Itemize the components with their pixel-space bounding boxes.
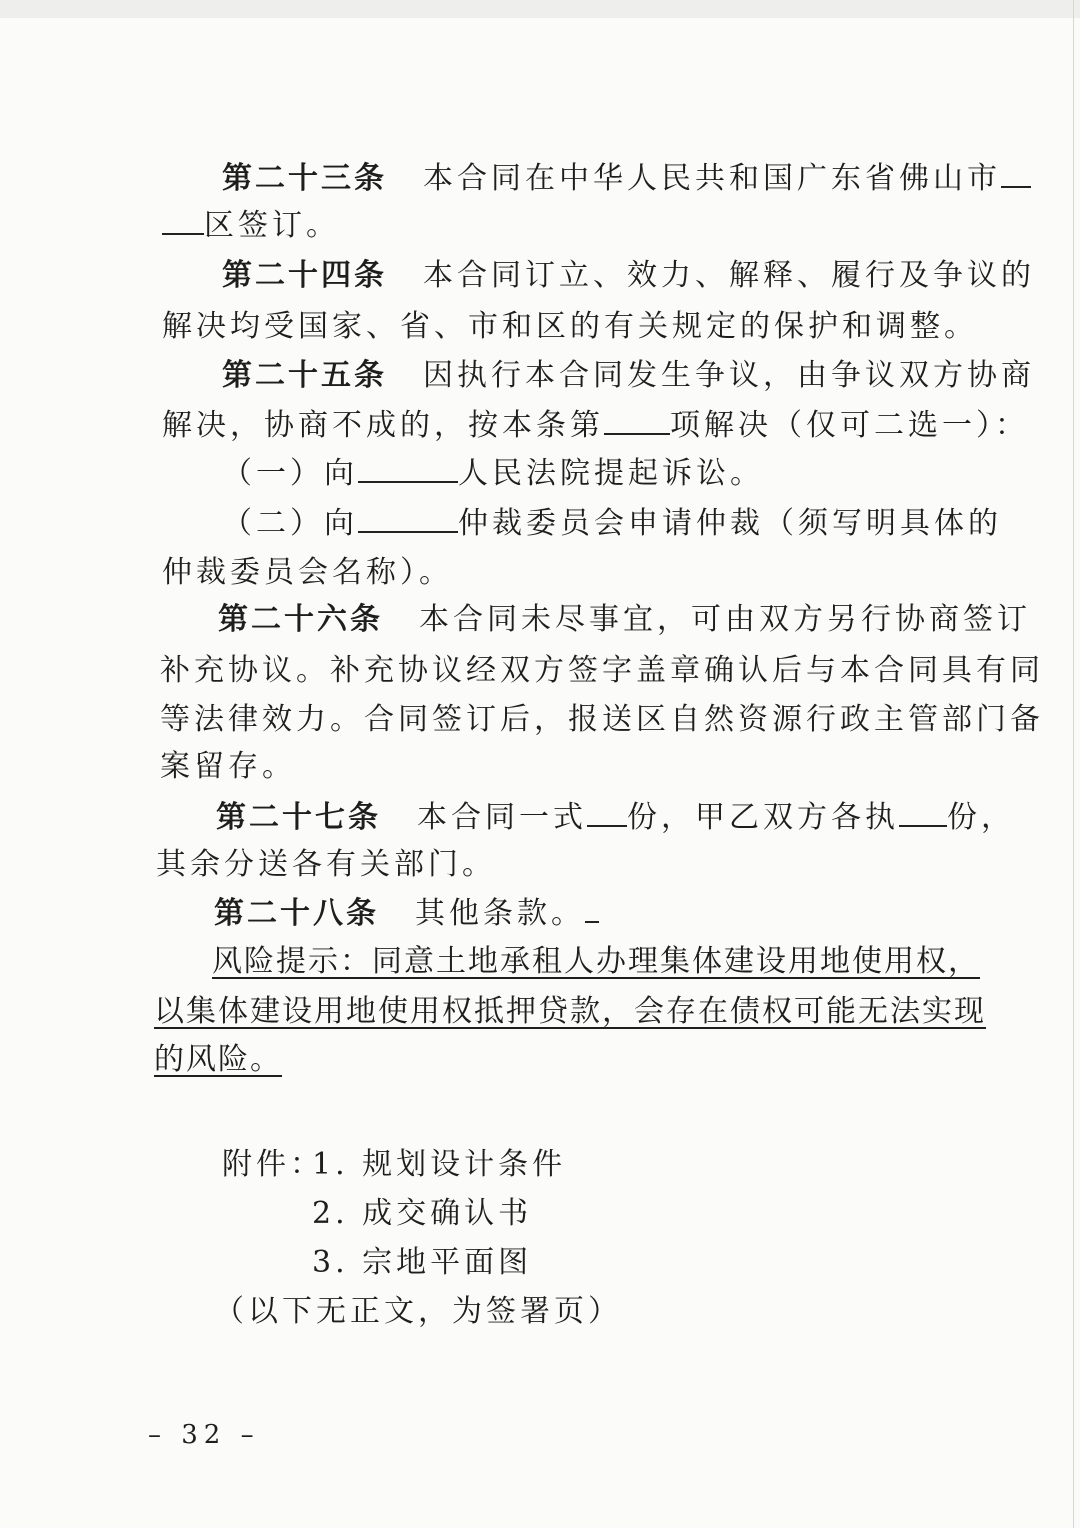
article-26-line2: 补充协议。补充协议经双方签字盖章确认后与本合同具有同 xyxy=(160,653,1044,688)
article-23-number: 第二十三条 xyxy=(222,161,387,196)
attachment-item-3: 3. 宗地平面图 xyxy=(312,1245,533,1280)
article-27-text1a: 本合同一式 xyxy=(417,800,587,835)
article-25-option-2-cont: 仲裁委员会名称）。 xyxy=(162,555,453,590)
article-25-text1: 因执行本合同发生争议，由争议双方协商 xyxy=(423,358,1035,393)
option-1-text: 人民法院提起诉讼。 xyxy=(458,456,764,491)
article-28 xyxy=(214,893,599,934)
article-27-text1b: 份，甲乙双方各执 xyxy=(627,800,899,835)
risk-notice-line2: 以集体建设用地使用权抵押贷款，会存在债权可能无法实现 xyxy=(154,994,986,1029)
article-25-number: 第二十五条 xyxy=(222,358,387,393)
blank-copies-total xyxy=(587,797,627,827)
closing-note: （以下无正文，为签署页） xyxy=(214,1294,622,1329)
option-1-prefix: （一）向 xyxy=(222,456,358,491)
article-27-number: 第二十七条 xyxy=(216,800,381,835)
article-27-text1c: 份， xyxy=(947,800,1015,835)
article-25-option-2 xyxy=(222,503,1002,544)
page-number: – 32 – xyxy=(148,1420,260,1450)
article-23-cont-text: 区签订。 xyxy=(204,208,340,243)
attachment-item-1: 1. 规划设计条件 xyxy=(312,1147,567,1182)
article-25-option-1 xyxy=(222,453,764,494)
article-23-text: 本合同在中华人民共和国广东省佛山市 xyxy=(423,161,1001,196)
article-26-line4: 案留存。 xyxy=(160,749,296,784)
option-2-prefix: （二）向 xyxy=(222,506,358,541)
article-26 xyxy=(218,600,1031,640)
risk-notice-line3: 的风险。 xyxy=(154,1042,282,1077)
risk-notice-line1: 风险提示：同意土地承租人办理集体建设用地使用权， xyxy=(212,944,980,979)
article-24-text1: 本合同订立、效力、解释、履行及争议的 xyxy=(423,258,1035,293)
article-25-text2b: 项解决（仅可二选一）： xyxy=(670,408,1029,443)
attachments-label: 附件： xyxy=(222,1147,324,1182)
scan-top-strip xyxy=(0,0,1080,18)
article-25-line2 xyxy=(162,405,1029,446)
article-28-number: 第二十八条 xyxy=(214,896,379,931)
article-26-text1: 本合同未尽事宜，可由双方另行协商签订 xyxy=(419,602,1031,637)
blank-copies-each xyxy=(899,797,947,827)
article-27-line2: 其余分送各有关部门。 xyxy=(156,847,496,882)
article-25-text2a: 解决，协商不成的，按本条第 xyxy=(162,408,604,443)
blank-district-2 xyxy=(162,205,204,235)
scan-right-edge xyxy=(1073,0,1074,1528)
article-24-number: 第二十四条 xyxy=(222,258,387,293)
article-26-number: 第二十六条 xyxy=(218,602,383,637)
article-23-cont xyxy=(162,205,340,246)
attachment-item-2: 2. 成交确认书 xyxy=(312,1196,533,1231)
article-28-text: 其他条款。 xyxy=(415,896,585,931)
option-2-text: 仲裁委员会申请仲裁（须写明具体的 xyxy=(458,506,1002,541)
article-27 xyxy=(216,797,1015,838)
blank-other-terms xyxy=(585,893,599,923)
blank-district-1 xyxy=(1001,158,1031,188)
blank-arbitration xyxy=(358,503,458,533)
blank-court xyxy=(358,453,458,483)
article-26-line3: 等法律效力。合同签订后，报送区自然资源行政主管部门备 xyxy=(160,702,1044,737)
article-25 xyxy=(222,356,1035,396)
article-23 xyxy=(222,158,1031,199)
blank-option-number xyxy=(604,405,670,435)
article-24-line2: 解决均受国家、省、市和区的有关规定的保护和调整。 xyxy=(162,309,978,344)
article-24 xyxy=(222,256,1035,296)
page-number-value: 32 xyxy=(181,1420,227,1450)
